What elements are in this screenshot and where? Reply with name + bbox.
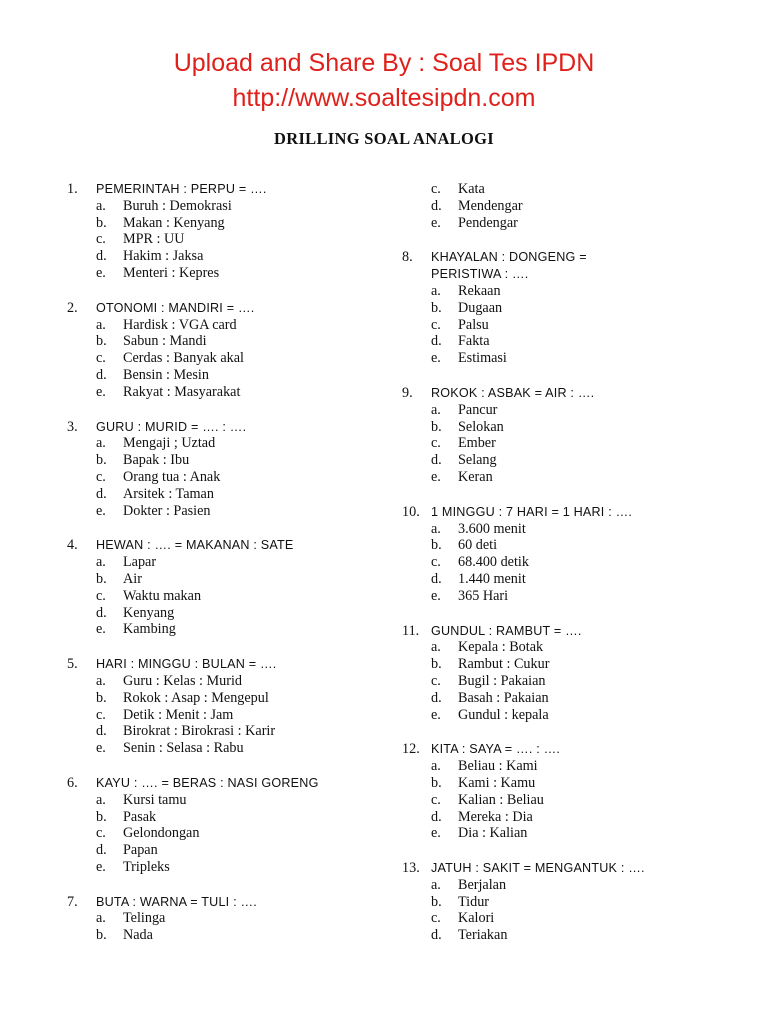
question-text: JATUH : SAKIT = MENGANTUK : ….	[431, 861, 645, 876]
option-text: 3.600 menit	[458, 520, 526, 537]
answer-option	[402, 537, 742, 554]
option-text: Gelondongan	[123, 825, 200, 842]
question-number: 8.	[402, 249, 413, 266]
document-title: DRILLING SOAL ANALOGI	[274, 129, 494, 148]
question-stem	[67, 419, 397, 436]
option-text: Selokan	[458, 418, 504, 435]
option-letter: d.	[431, 927, 442, 944]
answer-option	[402, 775, 742, 792]
option-text: Pasak	[123, 808, 157, 825]
option-letter: b.	[431, 418, 442, 435]
option-letter: e.	[431, 825, 441, 842]
option-letter: a.	[96, 554, 106, 571]
answer-option	[402, 283, 742, 300]
answer-option	[402, 571, 742, 588]
option-text: 68.400 detik	[458, 554, 529, 571]
option-text: Kambing	[123, 621, 176, 638]
option-letter: d.	[431, 333, 442, 350]
option-letter: b.	[96, 333, 107, 350]
option-text: Rambut : Cukur	[458, 656, 550, 673]
answer-option	[402, 402, 742, 419]
option-text: Kursi tamu	[123, 791, 187, 808]
question-gap	[402, 486, 742, 504]
answer-option	[402, 673, 742, 690]
option-letter: a.	[96, 791, 106, 808]
option-letter: c.	[431, 791, 441, 808]
answer-option	[402, 333, 742, 350]
answer-option	[402, 521, 742, 538]
option-text: Mengaji ; Uztad	[123, 435, 216, 452]
question-stem	[402, 860, 742, 877]
question-number: 12.	[402, 741, 420, 758]
answer-option	[402, 198, 742, 215]
option-text: Bapak : Ibu	[123, 452, 190, 469]
option-text: Senin : Selasa : Rabu	[123, 740, 244, 757]
question-stem	[67, 181, 397, 198]
answer-option	[402, 215, 742, 232]
question-gap	[67, 757, 397, 775]
option-letter: d.	[431, 197, 442, 214]
option-text: Tripleks	[123, 858, 170, 875]
option-text: Dugaan	[458, 299, 503, 316]
question-number: 10.	[402, 503, 420, 520]
option-text: Kalori	[458, 910, 495, 927]
answer-option	[402, 419, 742, 436]
answer-option	[402, 927, 742, 944]
question-text: GUNDUL : RAMBUT = ….	[431, 623, 582, 638]
option-text: Bensin : Mesin	[123, 366, 209, 383]
option-letter: a.	[431, 639, 441, 656]
option-letter: e.	[96, 502, 106, 519]
option-letter: c.	[96, 587, 106, 604]
option-letter: e.	[431, 468, 441, 485]
option-text: Mendengar	[458, 197, 523, 214]
question-text-cont: PERISTIWA : ….	[431, 267, 529, 282]
option-letter: c.	[96, 468, 106, 485]
question-number: 11.	[402, 622, 420, 639]
option-letter: b.	[431, 537, 442, 554]
answer-option	[67, 673, 397, 690]
option-letter: d.	[96, 366, 107, 383]
option-text: Bugil : Pakaian	[458, 672, 546, 689]
question-number: 2.	[67, 299, 78, 316]
option-letter: b.	[431, 774, 442, 791]
question-stem	[402, 385, 742, 402]
option-letter: e.	[431, 350, 441, 367]
option-letter: b.	[96, 452, 107, 469]
option-text: Beliau : Kami	[458, 758, 538, 775]
answer-option	[67, 910, 397, 927]
option-text: Rakyat : Masyarakat	[123, 383, 241, 400]
question-item	[67, 537, 397, 638]
answer-option	[402, 894, 742, 911]
question-number: 13.	[402, 860, 420, 877]
question-stem	[402, 504, 742, 521]
question-gap	[67, 282, 397, 300]
option-text: Gundul : kepala	[458, 706, 549, 723]
option-text: Sabun : Mandi	[123, 333, 207, 350]
answer-option	[67, 248, 397, 265]
answer-option	[67, 486, 397, 503]
answer-option	[67, 809, 397, 826]
question-stem	[67, 300, 397, 317]
question-text: ROKOK : ASBAK = AIR : ….	[431, 385, 595, 400]
answer-option	[402, 452, 742, 469]
answer-option	[67, 825, 397, 842]
option-letter: a.	[96, 197, 106, 214]
option-letter: a.	[431, 401, 441, 418]
option-text: Nada	[123, 927, 153, 944]
answer-option	[402, 317, 742, 334]
option-text: Arsitek : Taman	[123, 485, 214, 502]
option-letter: c.	[431, 181, 441, 197]
option-letter: d.	[431, 689, 442, 706]
option-text: Kalian : Beliau	[458, 791, 544, 808]
question-item	[67, 775, 397, 876]
option-text: Cerdas : Banyak akal	[123, 350, 244, 367]
option-text: Waktu makan	[123, 587, 202, 604]
answer-option	[67, 215, 397, 232]
option-letter: a.	[96, 316, 106, 333]
option-text: MPR : UU	[123, 231, 185, 248]
option-text: Rekaan	[458, 282, 501, 299]
option-letter: d.	[431, 452, 442, 469]
question-item	[402, 741, 742, 842]
answer-option	[67, 452, 397, 469]
answer-option	[402, 656, 742, 673]
answer-option	[67, 588, 397, 605]
option-letter: d.	[96, 485, 107, 502]
question-text: KITA : SAYA = …. : ….	[431, 742, 561, 757]
question-stem	[67, 894, 397, 911]
question-text: 1 MINGGU : 7 HARI = 1 HARI : ….	[431, 504, 633, 519]
question-item	[402, 623, 742, 724]
answer-option	[67, 859, 397, 876]
banner-url: http://www.soaltesipdn.com	[232, 84, 536, 112]
option-letter: b.	[96, 689, 107, 706]
option-letter: d.	[431, 808, 442, 825]
question-stem	[402, 741, 742, 758]
option-letter: c.	[96, 825, 106, 842]
option-text: Birokrat : Birokrasi : Karir	[123, 723, 276, 740]
option-letter: a.	[431, 282, 441, 299]
question-text: KAYU : …. = BERAS : NASI GORENG	[96, 775, 319, 790]
option-letter: e.	[96, 740, 106, 757]
answer-option	[402, 707, 742, 724]
answer-option	[67, 469, 397, 486]
question-text: GURU : MURID = …. : ….	[96, 419, 247, 434]
answer-option	[402, 809, 742, 826]
question-number: 5.	[67, 656, 78, 673]
option-letter: b.	[431, 656, 442, 673]
option-letter: e.	[96, 621, 106, 638]
option-text: Detik : Menit : Jam	[123, 706, 234, 723]
answer-option	[402, 300, 742, 317]
question-text: HARI : MINGGU : BULAN = ….	[96, 657, 277, 672]
option-text: Dia : Kalian	[458, 825, 528, 842]
option-letter: d.	[96, 604, 107, 621]
option-letter: a.	[96, 435, 106, 452]
option-letter: c.	[96, 231, 106, 248]
option-letter: c.	[96, 706, 106, 723]
option-letter: b.	[96, 570, 107, 587]
question-number: 7.	[67, 893, 78, 910]
question-item	[402, 385, 742, 486]
question-item	[67, 419, 397, 520]
option-letter: e.	[431, 214, 441, 231]
option-text: Kenyang	[123, 604, 175, 621]
option-text: Pancur	[458, 401, 498, 418]
answer-option	[402, 181, 742, 198]
option-letter: e.	[431, 706, 441, 723]
option-letter: c.	[96, 350, 106, 367]
option-text: Mereka : Dia	[458, 808, 533, 825]
option-text: Kami : Kamu	[458, 774, 536, 791]
answer-option	[67, 265, 397, 282]
question-gap	[402, 842, 742, 860]
option-text: Menteri : Kepres	[123, 264, 220, 281]
question-text: OTONOMI : MANDIRI = ….	[96, 300, 255, 315]
question-stem	[67, 656, 397, 673]
question-item	[67, 894, 397, 944]
question-number: 3.	[67, 418, 78, 435]
question-text-continued	[402, 266, 742, 283]
option-text: Hardisk : VGA card	[123, 316, 237, 333]
option-text: 1.440 menit	[458, 570, 526, 587]
option-letter: e.	[431, 587, 441, 604]
question-number: 6.	[67, 774, 78, 791]
question-number: 1.	[67, 181, 78, 197]
question-gap	[67, 519, 397, 537]
option-text: Keran	[458, 468, 493, 485]
question-gap	[67, 876, 397, 894]
option-letter: d.	[431, 570, 442, 587]
answer-option	[402, 877, 742, 894]
option-letter: b.	[431, 299, 442, 316]
answer-option	[67, 198, 397, 215]
right-column	[402, 181, 742, 944]
option-letter: b.	[96, 808, 107, 825]
answer-option	[67, 621, 397, 638]
option-letter: b.	[96, 214, 107, 231]
question-stem	[67, 775, 397, 792]
answer-option	[67, 740, 397, 757]
answer-option	[402, 825, 742, 842]
answer-option	[67, 231, 397, 248]
option-text: Papan	[123, 842, 158, 859]
left-column	[67, 181, 397, 944]
question-item	[402, 249, 742, 367]
question-item	[402, 504, 742, 605]
option-text: Buruh : Demokrasi	[123, 197, 232, 214]
question-stem	[402, 623, 742, 640]
question-stem	[67, 537, 397, 554]
option-text: Berjalan	[458, 876, 507, 893]
question-item	[67, 656, 397, 757]
option-text: Lapar	[123, 554, 157, 571]
option-letter: e.	[96, 383, 106, 400]
option-letter: c.	[431, 672, 441, 689]
question-stem	[402, 249, 742, 266]
option-text: Pendengar	[458, 214, 518, 231]
question-7-continued	[402, 181, 742, 231]
question-number: 4.	[67, 537, 78, 554]
option-letter: d.	[96, 723, 107, 740]
option-letter: a.	[431, 758, 441, 775]
option-text: Guru : Kelas : Murid	[123, 672, 243, 689]
option-text: Telinga	[123, 910, 166, 927]
option-text: Makan : Kenyang	[123, 214, 225, 231]
option-text: Kepala : Botak	[458, 639, 544, 656]
answer-option	[67, 605, 397, 622]
question-item	[67, 300, 397, 401]
option-letter: a.	[96, 672, 106, 689]
option-letter: b.	[431, 893, 442, 910]
question-text: HEWAN : …. = MAKANAN : SATE	[96, 538, 294, 553]
option-text: Dokter : Pasien	[123, 502, 211, 519]
option-letter: e.	[96, 264, 106, 281]
question-number: 9.	[402, 384, 413, 401]
option-text: Air	[123, 570, 142, 587]
option-text: Selang	[458, 452, 497, 469]
answer-option	[67, 317, 397, 334]
answer-option	[402, 639, 742, 656]
answer-option	[67, 842, 397, 859]
answer-option	[402, 690, 742, 707]
answer-option	[67, 367, 397, 384]
question-gap	[67, 638, 397, 656]
option-text: Kata	[458, 181, 485, 197]
option-letter: c.	[431, 554, 441, 571]
answer-option	[402, 792, 742, 809]
question-item	[402, 860, 742, 944]
question-item	[67, 181, 397, 282]
answer-option	[67, 384, 397, 401]
option-text: Rokok : Asap : Mengepul	[123, 689, 269, 706]
answer-option	[402, 588, 742, 605]
option-text: Teriakan	[458, 927, 508, 944]
option-letter: d.	[96, 248, 107, 265]
question-gap	[402, 231, 742, 249]
option-letter: a.	[431, 520, 441, 537]
option-text: Hakim : Jaksa	[123, 248, 204, 265]
answer-option	[67, 571, 397, 588]
question-gap	[402, 723, 742, 741]
option-text: Fakta	[458, 333, 490, 350]
answer-option	[67, 350, 397, 367]
option-text: Tidur	[458, 893, 490, 910]
option-text: 365 Hari	[458, 587, 509, 604]
option-letter: a.	[96, 910, 106, 927]
answer-option	[67, 554, 397, 571]
answer-option	[402, 554, 742, 571]
answer-option	[402, 435, 742, 452]
answer-option	[402, 469, 742, 486]
answer-option	[67, 690, 397, 707]
option-letter: b.	[96, 927, 107, 944]
option-letter: e.	[96, 858, 106, 875]
option-text: 60 deti	[458, 537, 498, 554]
option-text: Basah : Pakaian	[458, 689, 549, 706]
answer-option	[67, 927, 397, 944]
answer-option	[67, 503, 397, 520]
answer-option	[402, 910, 742, 927]
question-text: KHAYALAN : DONGENG =	[431, 250, 587, 265]
option-letter: c.	[431, 435, 441, 452]
answer-option	[67, 792, 397, 809]
answer-option	[67, 723, 397, 740]
question-gap	[402, 605, 742, 623]
answer-option	[67, 707, 397, 724]
option-text: Ember	[458, 435, 496, 452]
banner-line-1: Upload and Share By : Soal Tes IPDN	[173, 49, 595, 77]
answer-option	[402, 350, 742, 367]
option-letter: a.	[431, 876, 441, 893]
question-text: PEMERINTAH : PERPU = ….	[96, 182, 267, 196]
question-gap	[402, 367, 742, 385]
option-letter: c.	[431, 316, 441, 333]
answer-option	[67, 333, 397, 350]
answer-option	[402, 758, 742, 775]
question-gap	[67, 401, 397, 419]
option-text: Orang tua : Anak	[123, 468, 221, 485]
option-letter: c.	[431, 910, 441, 927]
option-letter: d.	[96, 842, 107, 859]
answer-option	[67, 435, 397, 452]
option-text: Palsu	[458, 316, 489, 333]
question-text: BUTA : WARNA = TULI : ….	[96, 894, 257, 909]
option-text: Estimasi	[458, 350, 507, 367]
